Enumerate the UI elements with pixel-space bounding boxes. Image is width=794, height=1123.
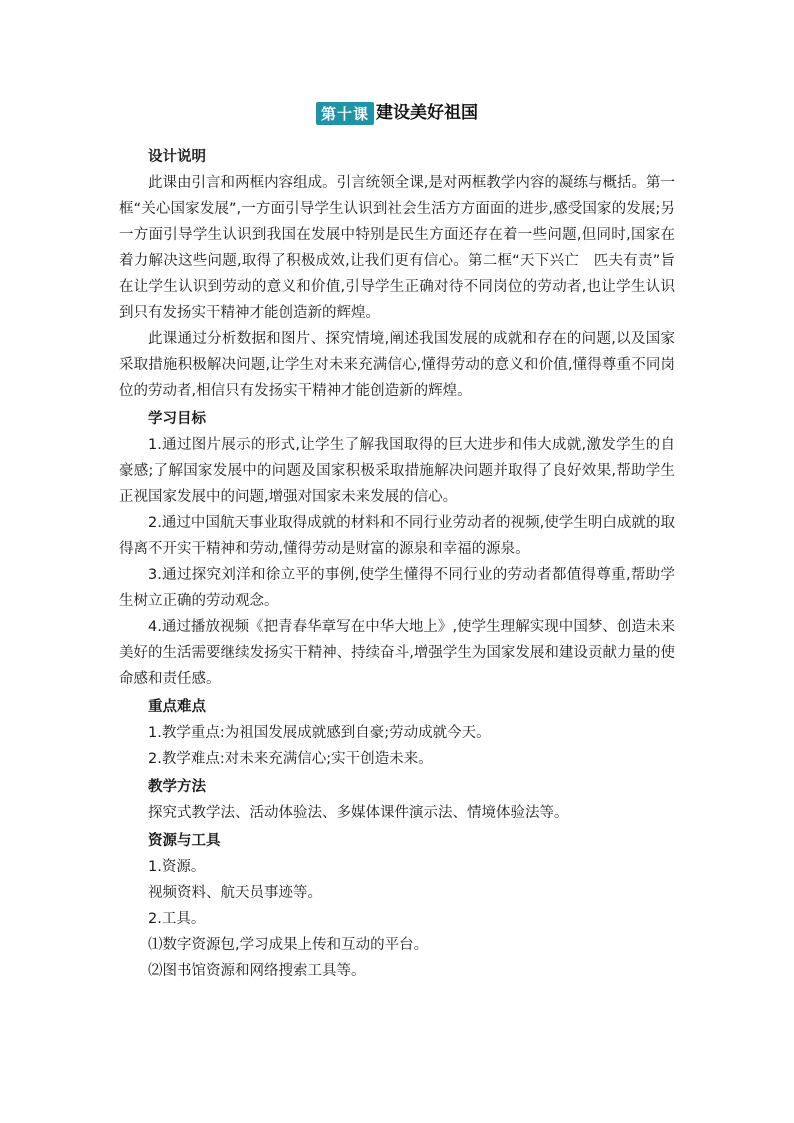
resource-item-4: ⑴数字资源包,学习成果上传和互动的平台。 (148, 937, 429, 953)
lesson-title-row (0, 101, 794, 125)
section-heading-goals: 学习目标 (148, 411, 206, 427)
document-body (119, 142, 675, 984)
design-paragraph-1: 此课由引言和两框内容组成。引言统领全课,是对两框教学内容的凝练与概括。第一框“关心国家发展”,一方面引导学生认识到社会生活方方面面的进步,感受国家的发展;另一方面引导学生认识到我国在发展中特别是民生方面还存在着一些问题,但同时,国家在着力解决这些问题,取得了积极成效,让我们更有信心。第二框“天下兴亡 匹夫有责”旨在让学生认识到劳动的意义和价值,引导学生正确对待不同岗位的劳动者,也让学生认识到只有发扬实干精神才能创造新的辉煌。 (119, 175, 675, 321)
goal-item-4: 4.通过播放视频《把青春华章写在中华大地上》,使学生理解实现中国梦、创造未来美好的生活需要继续发扬实干精神、持续奋斗,增强学生为国家发展和建设贡献力量的使命感和责任感。 (119, 619, 675, 687)
section-heading-key-points: 重点难点 (148, 699, 206, 715)
key-point-item-1: 1.教学重点:为祖国发展成就感到自豪;劳动成就今天。 (148, 725, 491, 741)
resource-item-2: 视频资料、航天员事迹等。 (148, 885, 322, 901)
goal-item-3: 3.通过探究刘洋和徐立平的事例,使学生懂得不同行业的劳动者都值得尊重,帮助学生树立正确的劳动观念。 (119, 567, 675, 609)
section-heading-design: 设计说明 (148, 149, 206, 165)
lesson-number-badge: 第十课 (316, 102, 374, 125)
section-heading-methods: 教学方法 (148, 779, 206, 795)
key-point-item-2: 2.教学难点:对未来充满信心;实干创造未来。 (148, 751, 433, 767)
lesson-title: 建设美好祖国 (376, 103, 478, 123)
resource-item-5: ⑵图书馆资源和网络搜索工具等。 (148, 963, 366, 979)
goal-item-1: 1.通过图片展示的形式,让学生了解我国取得的巨大进步和伟大成就,激发学生的自豪感;了解国家发展中的问题及国家积极采取措施解决问题并取得了良好效果,帮助学生正视国家发展中的问题,增强对国家未来发展的信心。 (119, 437, 675, 505)
goal-item-2: 2.通过中国航天事业取得成就的材料和不同行业劳动者的视频,使学生明白成就的取得离不开实干精神和劳动,懂得劳动是财富的源泉和幸福的源泉。 (119, 515, 675, 557)
section-heading-resources: 资源与工具 (148, 833, 221, 849)
methods-text: 探究式教学法、活动体验法、多媒体课件演示法、情境体验法等。 (148, 805, 569, 821)
resource-item-3: 2.工具。 (148, 911, 206, 927)
resource-item-1: 1.资源。 (148, 859, 206, 875)
design-paragraph-2: 此课通过分析数据和图片、探究情境,阐述我国发展的成就和存在的问题,以及国家采取措施积极解决问题,让学生对未来充满信心,懂得劳动的意义和价值,懂得尊重不同岗位的劳动者,相信只有发扬实干精神才能创造新的辉煌。 (119, 331, 675, 399)
